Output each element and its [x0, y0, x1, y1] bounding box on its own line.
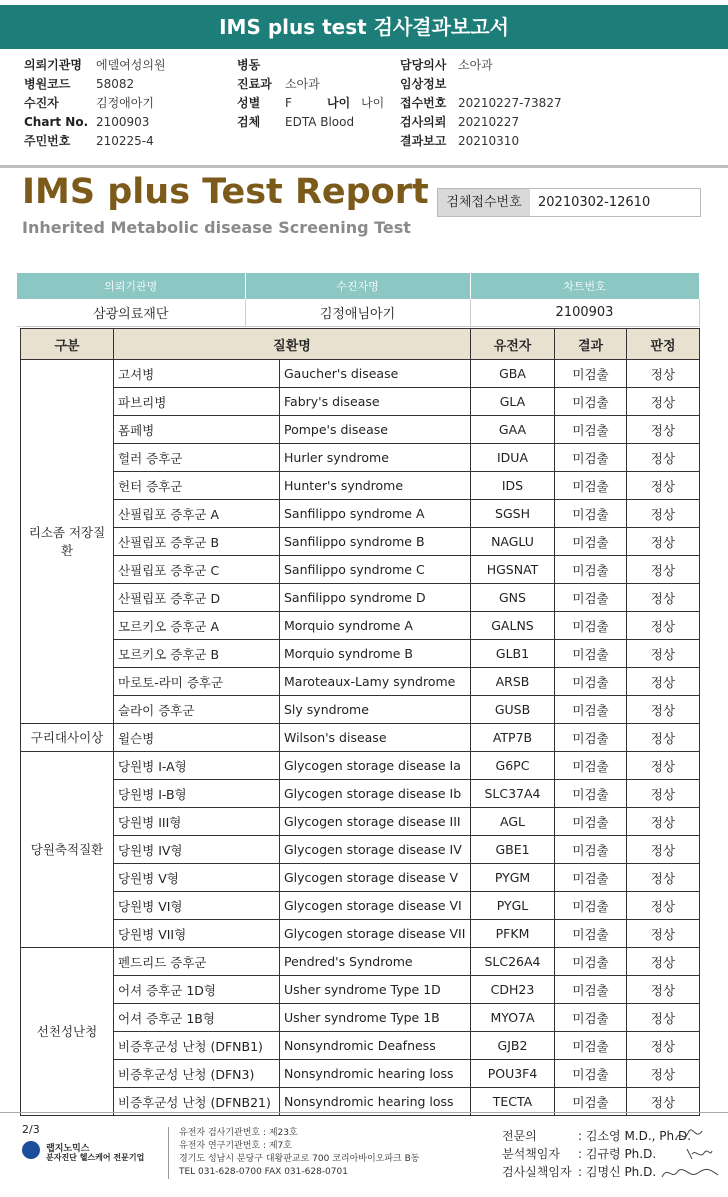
results-body: [21, 360, 700, 1116]
table-row: [21, 976, 700, 1004]
judgment-cell: 정상: [627, 724, 700, 752]
info-col-3: [400, 56, 562, 151]
table-row: [21, 388, 700, 416]
category-cell: 선천성난청: [21, 948, 114, 1116]
section-divider: [0, 165, 728, 168]
gene-cell: GAA: [471, 416, 555, 444]
info-value: 소아과: [285, 77, 320, 91]
judgment-cell: 정상: [627, 1004, 700, 1032]
address-line: 경기도 성남시 분당구 대왕판교로 700 코리아바이오파크 B동: [179, 1154, 420, 1164]
disease-english-cell: Glycogen storage disease VII: [280, 920, 471, 948]
result-cell: 미검출: [555, 500, 627, 528]
result-cell: 미검출: [555, 1088, 627, 1116]
info-value: 210225-4: [96, 134, 154, 148]
disease-english-cell: Sanfilippo syndrome C: [280, 556, 471, 584]
disease-english-cell: Gaucher's disease: [280, 360, 471, 388]
result-cell: 미검출: [555, 892, 627, 920]
result-cell: 미검출: [555, 360, 627, 388]
judgment-cell: 정상: [627, 388, 700, 416]
info-label: 의뢰기관명: [24, 58, 82, 72]
info-label: 검사의뢰: [400, 115, 447, 129]
summary-header-row: [17, 273, 699, 299]
info-value: 김정애아기: [96, 96, 154, 110]
category-cell: 당원축적질환: [21, 752, 114, 948]
judgment-cell: 정상: [627, 640, 700, 668]
footer: [0, 1112, 728, 1197]
disease-korean-cell: 산필립포 증후군 A: [114, 500, 280, 528]
disease-korean-cell: 파브리병: [114, 388, 280, 416]
gene-cell: GJB2: [471, 1032, 555, 1060]
gene-cell: GUSB: [471, 696, 555, 724]
patient-info: [0, 56, 728, 162]
result-cell: 미검출: [555, 388, 627, 416]
staff-name: : 김규령 Ph.D.: [578, 1147, 657, 1161]
staff-role: 검사실책임자: [502, 1165, 572, 1179]
disease-english-cell: Pendred's Syndrome: [280, 948, 471, 976]
table-row: [21, 556, 700, 584]
result-cell: 미검출: [555, 668, 627, 696]
info-col-1: [24, 56, 166, 151]
result-cell: 미검출: [555, 584, 627, 612]
disease-korean-cell: 산필립포 증후군 C: [114, 556, 280, 584]
gene-cell: IDS: [471, 472, 555, 500]
gene-cell: ATP7B: [471, 724, 555, 752]
info-label: 병원코드: [24, 77, 71, 91]
table-row: [21, 808, 700, 836]
results-header-row: [21, 329, 700, 360]
info-label: 접수번호: [400, 96, 447, 110]
judgment-cell: 정상: [627, 528, 700, 556]
table-row: [21, 640, 700, 668]
judgment-cell: 정상: [627, 1060, 700, 1088]
disease-korean-cell: 비증후군성 난청 (DFNB1): [114, 1032, 280, 1060]
gene-cell: G6PC: [471, 752, 555, 780]
disease-english-cell: Morquio syndrome B: [280, 640, 471, 668]
logo-name: 랩지노믹스: [46, 1144, 90, 1154]
result-cell: 미검출: [555, 696, 627, 724]
summary-value: 2100903: [470, 299, 699, 327]
info-value: 소아과: [458, 58, 493, 72]
judgment-cell: 정상: [627, 976, 700, 1004]
report-title: IMS plus Test Report: [22, 172, 429, 212]
disease-korean-cell: 당원병 III형: [114, 808, 280, 836]
disease-korean-cell: 모르키오 증후군 A: [114, 612, 280, 640]
disease-english-cell: Pompe's disease: [280, 416, 471, 444]
result-cell: 미검출: [555, 724, 627, 752]
disease-english-cell: Glycogen storage disease VI: [280, 892, 471, 920]
judgment-cell: 정상: [627, 920, 700, 948]
result-cell: 미검출: [555, 752, 627, 780]
disease-korean-cell: 당원병 V형: [114, 864, 280, 892]
disease-english-cell: Glycogen storage disease III: [280, 808, 471, 836]
result-cell: 미검출: [555, 976, 627, 1004]
info-label: 담당의사: [400, 58, 447, 72]
gene-cell: NAGLU: [471, 528, 555, 556]
judgment-cell: 정상: [627, 444, 700, 472]
gene-cell: SGSH: [471, 500, 555, 528]
staff-role: 전문의: [502, 1129, 537, 1143]
result-cell: 미검출: [555, 948, 627, 976]
summary-value-row: [17, 299, 699, 327]
result-cell: 미검출: [555, 920, 627, 948]
judgment-cell: 정상: [627, 584, 700, 612]
table-row: [21, 752, 700, 780]
disease-korean-cell: 당원병 IV형: [114, 836, 280, 864]
table-row: [21, 864, 700, 892]
disease-korean-cell: 당원병 VI형: [114, 892, 280, 920]
table-row: [21, 360, 700, 388]
info-value: EDTA Blood: [285, 115, 355, 129]
disease-korean-cell: 어셔 증후군 1D형: [114, 976, 280, 1004]
specimen-number-value: 20210302-12610: [538, 195, 651, 210]
report-header-title: IMS plus test 검사결과보고서: [219, 15, 509, 39]
info-value: 20210227-73827: [458, 96, 562, 110]
judgment-cell: 정상: [627, 948, 700, 976]
staff-role: 분석책임자: [502, 1147, 560, 1161]
info-row: [237, 56, 384, 75]
summary-value: 김정애님아기: [245, 299, 470, 327]
disease-korean-cell: 헌터 증후군: [114, 472, 280, 500]
info-value: F: [285, 96, 292, 110]
disease-english-cell: Sanfilippo syndrome D: [280, 584, 471, 612]
info-row: [400, 75, 562, 94]
table-row: [21, 780, 700, 808]
gene-cell: GLB1: [471, 640, 555, 668]
disease-korean-cell: 당원병 VII형: [114, 920, 280, 948]
info-label: 진료과: [237, 77, 272, 91]
gene-cell: MYO7A: [471, 1004, 555, 1032]
disease-korean-cell: 비증후군성 난청 (DFN3): [114, 1060, 280, 1088]
disease-english-cell: Fabry's disease: [280, 388, 471, 416]
disease-korean-cell: 당원병 I-A형: [114, 752, 280, 780]
table-row: [21, 472, 700, 500]
gene-cell: SLC26A4: [471, 948, 555, 976]
judgment-cell: 정상: [627, 472, 700, 500]
judgment-cell: 정상: [627, 556, 700, 584]
gene-cell: GALNS: [471, 612, 555, 640]
result-cell: 미검출: [555, 1004, 627, 1032]
gene-cell: ARSB: [471, 668, 555, 696]
summary-value: 삼광의료재단: [17, 299, 245, 327]
result-cell: 미검출: [555, 472, 627, 500]
judgment-cell: 정상: [627, 752, 700, 780]
category-cell: 리소좀 저장질환: [21, 360, 114, 724]
table-row: [21, 416, 700, 444]
disease-english-cell: Usher syndrome Type 1B: [280, 1004, 471, 1032]
table-row: [21, 696, 700, 724]
disease-english-cell: Wilson's disease: [280, 724, 471, 752]
info-value: 20210227: [458, 115, 520, 129]
judgment-cell: 정상: [627, 696, 700, 724]
gene-cell: AGL: [471, 808, 555, 836]
judgment-cell: 정상: [627, 892, 700, 920]
info-value: 2100903: [96, 115, 150, 129]
table-row: [21, 668, 700, 696]
judgment-cell: 정상: [627, 668, 700, 696]
table-row: [21, 892, 700, 920]
info-value: 58082: [96, 77, 135, 91]
disease-korean-cell: 폼페병: [114, 416, 280, 444]
table-row: [21, 1032, 700, 1060]
table-row: [21, 724, 700, 752]
result-cell: 미검출: [555, 864, 627, 892]
result-cell: 미검출: [555, 528, 627, 556]
age-value: 나이: [361, 96, 385, 110]
info-row: [24, 56, 166, 75]
info-row: [237, 75, 384, 94]
result-cell: 미검출: [555, 836, 627, 864]
col-header-category: 구분: [21, 329, 114, 360]
disease-korean-cell: 비증후군성 난청 (DFNB21): [114, 1088, 280, 1116]
info-row: [24, 75, 166, 94]
judgment-cell: 정상: [627, 360, 700, 388]
info-row: [24, 132, 166, 151]
result-cell: 미검출: [555, 444, 627, 472]
col-header-result: 결과: [555, 329, 627, 360]
result-cell: 미검출: [555, 416, 627, 444]
table-row: [21, 500, 700, 528]
disease-korean-cell: 헐러 증후군: [114, 444, 280, 472]
info-row: [237, 113, 384, 132]
table-row: [21, 1004, 700, 1032]
result-cell: 미검출: [555, 780, 627, 808]
table-row: [21, 836, 700, 864]
disease-english-cell: Nonsyndromic hearing loss: [280, 1088, 471, 1116]
col-header-disease: 질환명: [114, 329, 471, 360]
judgment-cell: 정상: [627, 836, 700, 864]
info-label: 수진자: [24, 96, 59, 110]
info-label: 결과보고: [400, 134, 447, 148]
disease-korean-cell: 마로토-라미 증후군: [114, 668, 280, 696]
disease-korean-cell: 어셔 증후군 1B형: [114, 1004, 280, 1032]
staff-name: : 김명신 Ph.D.: [578, 1165, 657, 1179]
disease-korean-cell: 고셔병: [114, 360, 280, 388]
staff-row: [502, 1127, 691, 1145]
info-label: 주민번호: [24, 134, 71, 148]
disease-english-cell: Usher syndrome Type 1D: [280, 976, 471, 1004]
disease-english-cell: Sanfilippo syndrome B: [280, 528, 471, 556]
table-row: [21, 584, 700, 612]
report-header-bar: [0, 5, 728, 49]
result-cell: 미검출: [555, 556, 627, 584]
gene-cell: GBA: [471, 360, 555, 388]
disease-english-cell: Nonsyndromic hearing loss: [280, 1060, 471, 1088]
info-label: 검체: [237, 115, 261, 129]
col-header-judgment: 판정: [627, 329, 700, 360]
judgment-cell: 정상: [627, 1032, 700, 1060]
lab-registration: [168, 1127, 419, 1179]
contact-line: TEL 031-628-0700 FAX 031-628-0701: [179, 1167, 348, 1177]
gene-cell: PYGM: [471, 864, 555, 892]
signature-2-icon: [684, 1145, 714, 1163]
table-row: [21, 612, 700, 640]
result-cell: 미검출: [555, 1032, 627, 1060]
table-row: [21, 528, 700, 556]
disease-english-cell: Glycogen storage disease Ia: [280, 752, 471, 780]
gene-cell: CDH23: [471, 976, 555, 1004]
disease-korean-cell: 모르키오 증후군 B: [114, 640, 280, 668]
logo-tagline: 분자진단 헬스케어 전문기업: [46, 1153, 145, 1162]
disease-english-cell: Sanfilippo syndrome A: [280, 500, 471, 528]
logo-mark-icon: [22, 1141, 40, 1159]
gene-cell: PYGL: [471, 892, 555, 920]
specimen-number-box: [437, 188, 701, 217]
result-cell: 미검출: [555, 640, 627, 668]
judgment-cell: 정상: [627, 416, 700, 444]
info-label: 성별: [237, 96, 261, 110]
info-row: [24, 113, 166, 132]
disease-english-cell: Glycogen storage disease Ib: [280, 780, 471, 808]
table-row: [21, 444, 700, 472]
signature-3-icon: [660, 1163, 720, 1183]
judgment-cell: 정상: [627, 1088, 700, 1116]
info-row: [237, 94, 384, 113]
gene-cell: PFKM: [471, 920, 555, 948]
result-cell: 미검출: [555, 1060, 627, 1088]
gene-cell: SLC37A4: [471, 780, 555, 808]
table-row: [21, 1060, 700, 1088]
gene-cell: IDUA: [471, 444, 555, 472]
judgment-cell: 정상: [627, 780, 700, 808]
disease-korean-cell: 산필립포 증후군 B: [114, 528, 280, 556]
report-subtitle: Inherited Metabolic disease Screening Test: [22, 218, 411, 237]
gene-cell: HGSNAT: [471, 556, 555, 584]
result-cell: 미검출: [555, 808, 627, 836]
disease-english-cell: Maroteaux-Lamy syndrome: [280, 668, 471, 696]
disease-english-cell: Morquio syndrome A: [280, 612, 471, 640]
summary-header: 차트번호: [470, 273, 699, 299]
info-label: 임상정보: [400, 77, 447, 91]
info-row: [400, 56, 562, 75]
judgment-cell: 정상: [627, 612, 700, 640]
gene-cell: GLA: [471, 388, 555, 416]
judgment-cell: 정상: [627, 808, 700, 836]
disease-english-cell: Hunter's syndrome: [280, 472, 471, 500]
info-row: [400, 94, 562, 113]
result-cell: 미검출: [555, 612, 627, 640]
judgment-cell: 정상: [627, 500, 700, 528]
disease-english-cell: Hurler syndrome: [280, 444, 471, 472]
disease-korean-cell: 펜드리드 증후군: [114, 948, 280, 976]
table-row: [21, 920, 700, 948]
reg-line: 유전자 검사기관번호 : 제23호: [179, 1128, 298, 1138]
summary-header: 수진자명: [245, 273, 470, 299]
info-label: 병동: [237, 58, 261, 72]
gene-cell: POU3F4: [471, 1060, 555, 1088]
info-value: 에델여성의원: [96, 58, 166, 72]
gene-cell: GBE1: [471, 836, 555, 864]
age-label: 나이: [327, 96, 351, 110]
disease-korean-cell: 슬라이 증후군: [114, 696, 280, 724]
staff-name: : 김소영 M.D., Ph.D.: [578, 1129, 692, 1143]
judgment-cell: 정상: [627, 864, 700, 892]
disease-korean-cell: 당원병 I-B형: [114, 780, 280, 808]
disease-english-cell: Glycogen storage disease V: [280, 864, 471, 892]
info-label: Chart No.: [24, 115, 89, 129]
disease-korean-cell: 산필립포 증후군 D: [114, 584, 280, 612]
page-number: 2/3: [22, 1123, 40, 1136]
summary-table: [17, 273, 700, 327]
summary-header: 의뢰기관명: [17, 273, 245, 299]
info-value: 20210310: [458, 134, 520, 148]
disease-english-cell: Glycogen storage disease IV: [280, 836, 471, 864]
info-col-2: [237, 56, 384, 132]
category-cell: 구리대사이상: [21, 724, 114, 752]
disease-korean-cell: 윌슨병: [114, 724, 280, 752]
table-row: [21, 948, 700, 976]
info-row: [400, 113, 562, 132]
col-header-gene: 유전자: [471, 329, 555, 360]
gene-cell: GNS: [471, 584, 555, 612]
disease-english-cell: Sly syndrome: [280, 696, 471, 724]
disease-english-cell: Nonsyndromic Deafness: [280, 1032, 471, 1060]
info-row: [400, 132, 562, 151]
specimen-number-label: 검체접수번호: [438, 189, 530, 216]
reg-line: 유전자 연구기관번호 : 제7호: [179, 1141, 292, 1151]
signature-1-icon: [674, 1127, 704, 1145]
staff-row: [502, 1145, 691, 1163]
gene-cell: TECTA: [471, 1088, 555, 1116]
info-row: [24, 94, 166, 113]
results-table: [20, 328, 700, 1116]
